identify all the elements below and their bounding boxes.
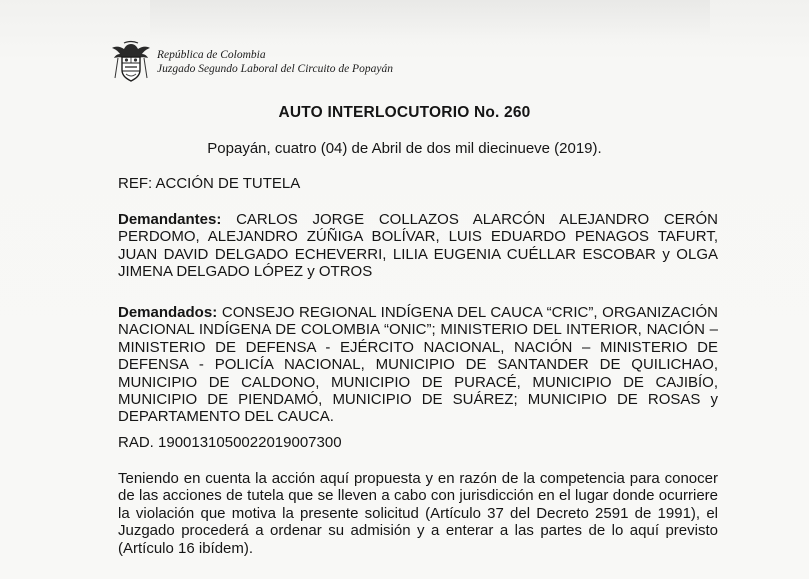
radicado-number: RAD. 19001310500220190073​00 bbox=[118, 434, 342, 451]
reference-line: REF: ACCIÓN DE TUTELA bbox=[118, 175, 301, 192]
scan-shadow bbox=[150, 0, 710, 40]
document-date: Popayán, cuatro (04) de Abril de dos mil diecinueve (2019). bbox=[207, 140, 602, 157]
defendants-paragraph bbox=[118, 304, 718, 426]
defendants-label: Demandados: bbox=[118, 304, 218, 321]
document-title: AUTO INTERLOCUTORIO No. 260 bbox=[278, 104, 531, 121]
colombia-coat-of-arms-icon bbox=[110, 40, 152, 84]
plaintiffs-paragraph bbox=[118, 211, 718, 281]
plaintiffs-text: CARLOS JORGE COLLAZOS ALARCÓN ALEJANDRO CERÓN PERDOMO, ALEJANDRO ZÚÑIGA BOLÍVAR, LUIS EDUARDO PENAGOS TAFURT, JUAN DAVID DELGADO ECHEVERRI, LILIA EUGENIA CUÉLLAR ESCOBAR y OLGA JIMENA DELGADO LÓPEZ y OTROS bbox=[118, 211, 718, 281]
defendants-text: CONSEJO REGIONAL INDÍGENA DEL CAUCA “CRIC”, ORGANIZACIÓN NACIONAL INDÍGENA DE COLOMBIA “ONIC”; MINISTERIO DEL INTERIOR, NACIÓN – MINISTERIO DE DEFENSA - EJÉRCITO NACIONAL, NACIÓN – MINISTERIO DE DEFENSA - POLICÍA NACIONAL, MUNICIPIO DE SANTANDER DE QUILICHAO, MUNICIPIO DE CALDONO, MUNICIPIO DE PURACÉ, MUNICIPIO DE CAJIBÍO, MUNICIPIO DE PIENDAMÓ, MUNICIPIO DE SUÁREZ; MUNICIPIO DE ROSAS y DEPARTAMENTO DEL CAUCA. bbox=[118, 304, 718, 426]
republic-line: República de Colombia bbox=[157, 49, 266, 61]
court-name: Juzgado Segundo Laboral del Circuito de Popayán bbox=[157, 63, 393, 75]
body-paragraph: Teniendo en cuenta la acción aquí propuesta y en razón de la competencia para conocer de las acciones de tutela que se lleven a cabo con jurisdicción en el lugar donde ocurriere la violación que motiva la presente solicitud (Artículo 37 del Decreto 2591 de 1991), el Juzgado procederá a ordenar su admisión y a enterar a las partes de lo aquí previsto (Artículo 16 ibídem). bbox=[118, 470, 718, 557]
plaintiffs-label: Demandantes: bbox=[118, 211, 222, 228]
court-header bbox=[157, 48, 393, 76]
